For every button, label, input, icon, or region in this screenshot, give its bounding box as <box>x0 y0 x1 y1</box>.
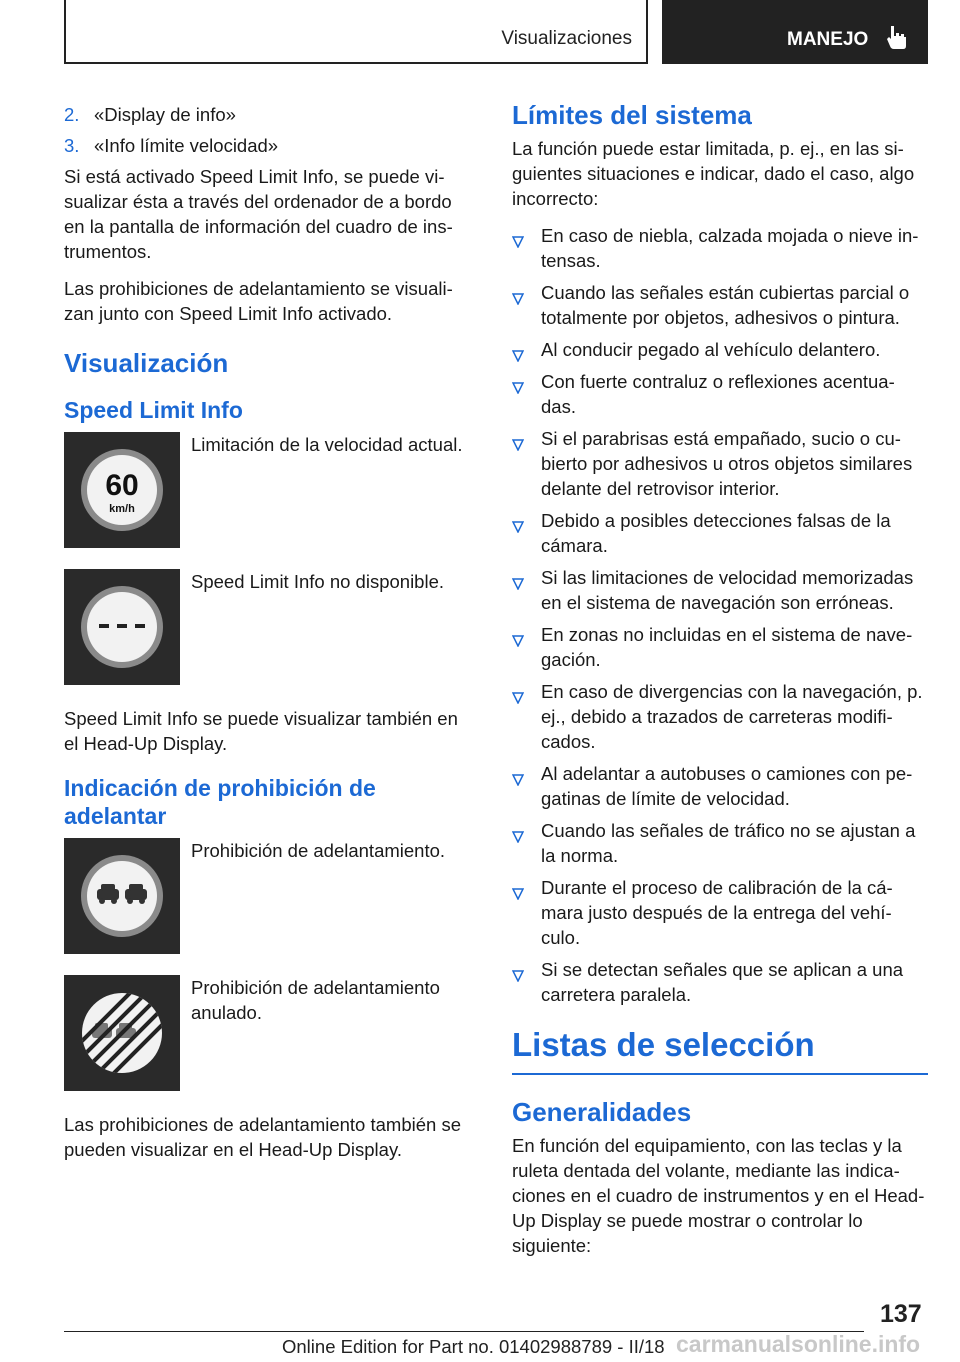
list-text: Si las limitaciones de velocidad memorizadas en el sistema de navegación son erróneas. <box>541 567 914 613</box>
limitations-list <box>512 223 928 1007</box>
list-text: «Display de info» <box>94 104 236 125</box>
triangle-bullet-icon <box>512 229 524 254</box>
triangle-bullet-icon <box>512 963 524 988</box>
list-text: Al conducir pegado al vehículo delantero. <box>541 339 881 360</box>
triangle-bullet-icon <box>512 514 524 539</box>
chapter-title: MANEJO <box>787 29 869 50</box>
list-item <box>512 280 928 330</box>
paragraph: La función puede estar limitada, p. ej., en las si-guientes situaciones e indicar, dado el caso, algo incorrecto: <box>512 138 915 209</box>
watermark: carmanualsonline.info <box>676 1331 921 1357</box>
list-text: Con fuerte contraluz o reflexiones acentua-das. <box>541 371 895 417</box>
list-text: Debido a posibles detecciones falsas de la cámara. <box>541 510 891 556</box>
list-item <box>512 761 928 811</box>
paragraph: Las prohibiciones de adelantamiento se visuali-zan junto con Speed Limit Info activado. <box>64 278 453 324</box>
sign-row <box>64 975 476 1091</box>
triangle-bullet-icon <box>512 343 524 368</box>
list-item <box>512 508 928 558</box>
list-text: Si se detectan señales que se aplican a una carretera paralela. <box>541 959 904 1005</box>
heading-speed-limit-info: Speed Limit Info <box>64 397 243 423</box>
speed-limit-60-sign <box>64 432 180 548</box>
list-item <box>512 957 928 1007</box>
paragraph: Speed Limit Info se puede visualizar también en el Head-Up Display. <box>64 708 458 754</box>
list-text: Al adelantar a autobuses o camiones con pe-gatinas de límite de velocidad. <box>541 763 913 809</box>
list-item <box>512 223 928 273</box>
edition-text: Online Edition for Part no. 01402988789 - II/18 <box>282 1336 665 1357</box>
triangle-bullet-icon <box>512 628 524 653</box>
sign-row <box>64 569 476 685</box>
list-item <box>512 818 928 868</box>
svg-text:km/h: km/h <box>109 503 135 515</box>
section-title: Visualizaciones <box>501 28 632 49</box>
list-item <box>512 679 928 754</box>
list-item <box>512 565 928 615</box>
left-column <box>64 102 476 1174</box>
list-item <box>512 369 928 419</box>
paragraph: En función del equipamiento, con las teclas y la ruleta dentada del volante, mediante las indica-ciones en el cuadro de instrumentos y en el Head-Up Display se puede mostrar o controlar lo siguiente: <box>512 1135 925 1256</box>
list-text: Durante el proceso de calibración de la cá-mara justo después de la entrega del vehí-culo. <box>541 877 893 948</box>
list-number: 3. <box>64 135 80 156</box>
heading-limites: Límites del sistema <box>512 100 752 130</box>
triangle-bullet-icon <box>512 685 524 710</box>
heading-generalidades: Generalidades <box>512 1097 692 1127</box>
running-header <box>64 0 648 64</box>
no-overtaking-sign <box>64 838 180 954</box>
list-text: En zonas no incluidas en el sistema de nave-gación. <box>541 624 913 670</box>
sign-caption: Limitación de la velocidad actual. <box>191 434 463 455</box>
speed-limit-unavailable-sign <box>64 569 180 685</box>
list-text: Cuando las señales de tráfico no se ajustan a la norma. <box>541 820 916 866</box>
heading-visualizacion: Visualización <box>64 348 229 378</box>
heading-listas: Listas de selección <box>512 1025 928 1075</box>
paragraph: Si está activado Speed Limit Info, se puede vi-sualizar ésta a través del ordenador de a bordo en la pantalla de información del cuadro de ins-trumentos. <box>64 166 453 262</box>
sign-caption: Prohibición de adelantamiento. <box>191 840 446 861</box>
sign-caption: Speed Limit Info no disponible. <box>191 571 445 592</box>
list-item <box>512 622 928 672</box>
hand-pointer-icon <box>885 24 909 55</box>
right-column <box>512 100 928 1270</box>
heading-prohibicion: Indicación de prohibición de adelantar <box>64 775 376 829</box>
sign-row <box>64 432 476 548</box>
list-item <box>64 133 476 158</box>
sign-caption: Prohibición de adelantamiento anulado. <box>191 977 440 1023</box>
list-item <box>64 102 476 127</box>
list-item <box>512 875 928 950</box>
no-overtaking-end-sign <box>64 975 180 1091</box>
list-text: En caso de niebla, calzada mojada o nieve in-tensas. <box>541 225 919 271</box>
list-item <box>512 337 928 362</box>
list-text: Cuando las señales están cubiertas parcial o totalmente por objetos, adhesivos o pintura. <box>541 282 910 328</box>
list-text: «Info límite velocidad» <box>94 135 279 156</box>
triangle-bullet-icon <box>512 571 524 596</box>
triangle-bullet-icon <box>512 767 524 792</box>
triangle-bullet-icon <box>512 824 524 849</box>
triangle-bullet-icon <box>512 881 524 906</box>
list-text: En caso de divergencias con la navegación, p. ej., debido a trazados de carreteras modifi-cados. <box>541 681 923 752</box>
chapter-tab <box>662 0 928 64</box>
list-text: Si el parabrisas está empañado, sucio o cu-bierto por adhesivos u otros objetos similares delante del retrovisor interior. <box>541 428 913 499</box>
page-number: 137 <box>880 1300 922 1328</box>
sign-row <box>64 838 476 954</box>
list-number: 2. <box>64 104 80 125</box>
paragraph: Las prohibiciones de adelantamiento también se pueden visualizar en el Head-Up Display. <box>64 1114 461 1160</box>
triangle-bullet-icon <box>512 432 524 457</box>
triangle-bullet-icon <box>512 375 524 400</box>
list-item <box>512 426 928 501</box>
svg-text:60: 60 <box>105 469 139 502</box>
triangle-bullet-icon <box>512 286 524 311</box>
